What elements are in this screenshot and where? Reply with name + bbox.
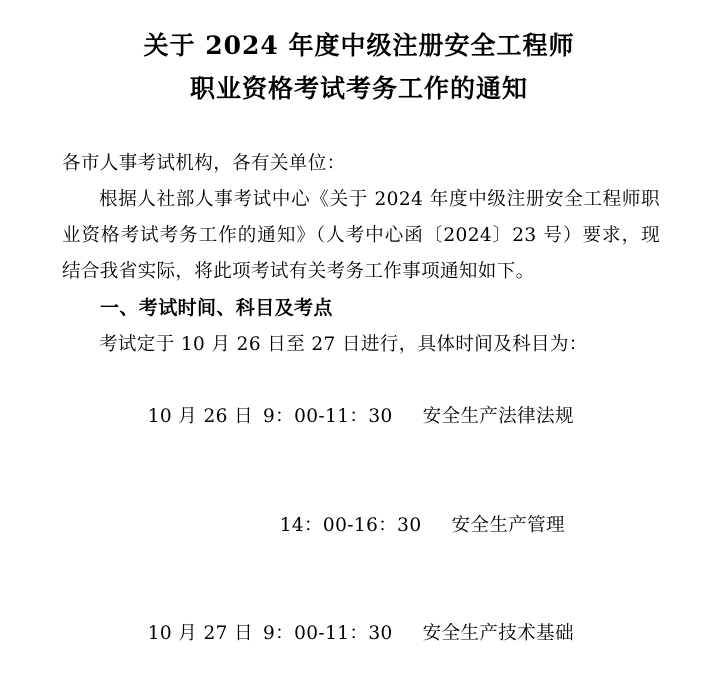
schedule-subject-2: 安全生产管理 xyxy=(451,514,565,536)
document-body xyxy=(0,146,718,688)
title-line-2: 职业资格考试考务工作的通知 xyxy=(189,74,528,103)
schedule-row xyxy=(62,363,660,471)
schedule-date-3: 10 月 27 日 xyxy=(147,622,254,644)
schedule-time-2: 14：00-16：30 xyxy=(279,514,422,536)
schedule-time-3: 9：00-11：30 xyxy=(263,622,393,644)
document-title xyxy=(0,0,718,110)
schedule-time-1: 9：00-11：30 xyxy=(263,406,393,428)
section-one-lead: 考试定于 10 月 26 日至 27 日进行，具体时间及科目为： xyxy=(99,334,588,356)
schedule-subject-1: 安全生产法律法规 xyxy=(422,406,574,428)
section-one-heading: 一、考试时间、科目及考点 xyxy=(100,297,333,320)
title-line-1: 关于 2024 年度中级注册安全工程师 xyxy=(143,31,575,60)
schedule-subject-3: 安全生产技术基础 xyxy=(422,622,574,644)
salutation: 各市人事考试机构，各有关单位： xyxy=(62,153,346,174)
schedule-row xyxy=(62,472,660,580)
intro-paragraph: 根据人社部人事考试中心《关于 2024 年度中级注册安全工程师职业资格考试考务工作的通知》（人考中心函〔2024〕23 号）要求，现结合我省实际，将此项考试有关考务工作事项通知如下。 xyxy=(62,189,660,283)
schedule-row xyxy=(62,580,660,688)
schedule-date-1: 10 月 26 日 xyxy=(147,406,254,428)
